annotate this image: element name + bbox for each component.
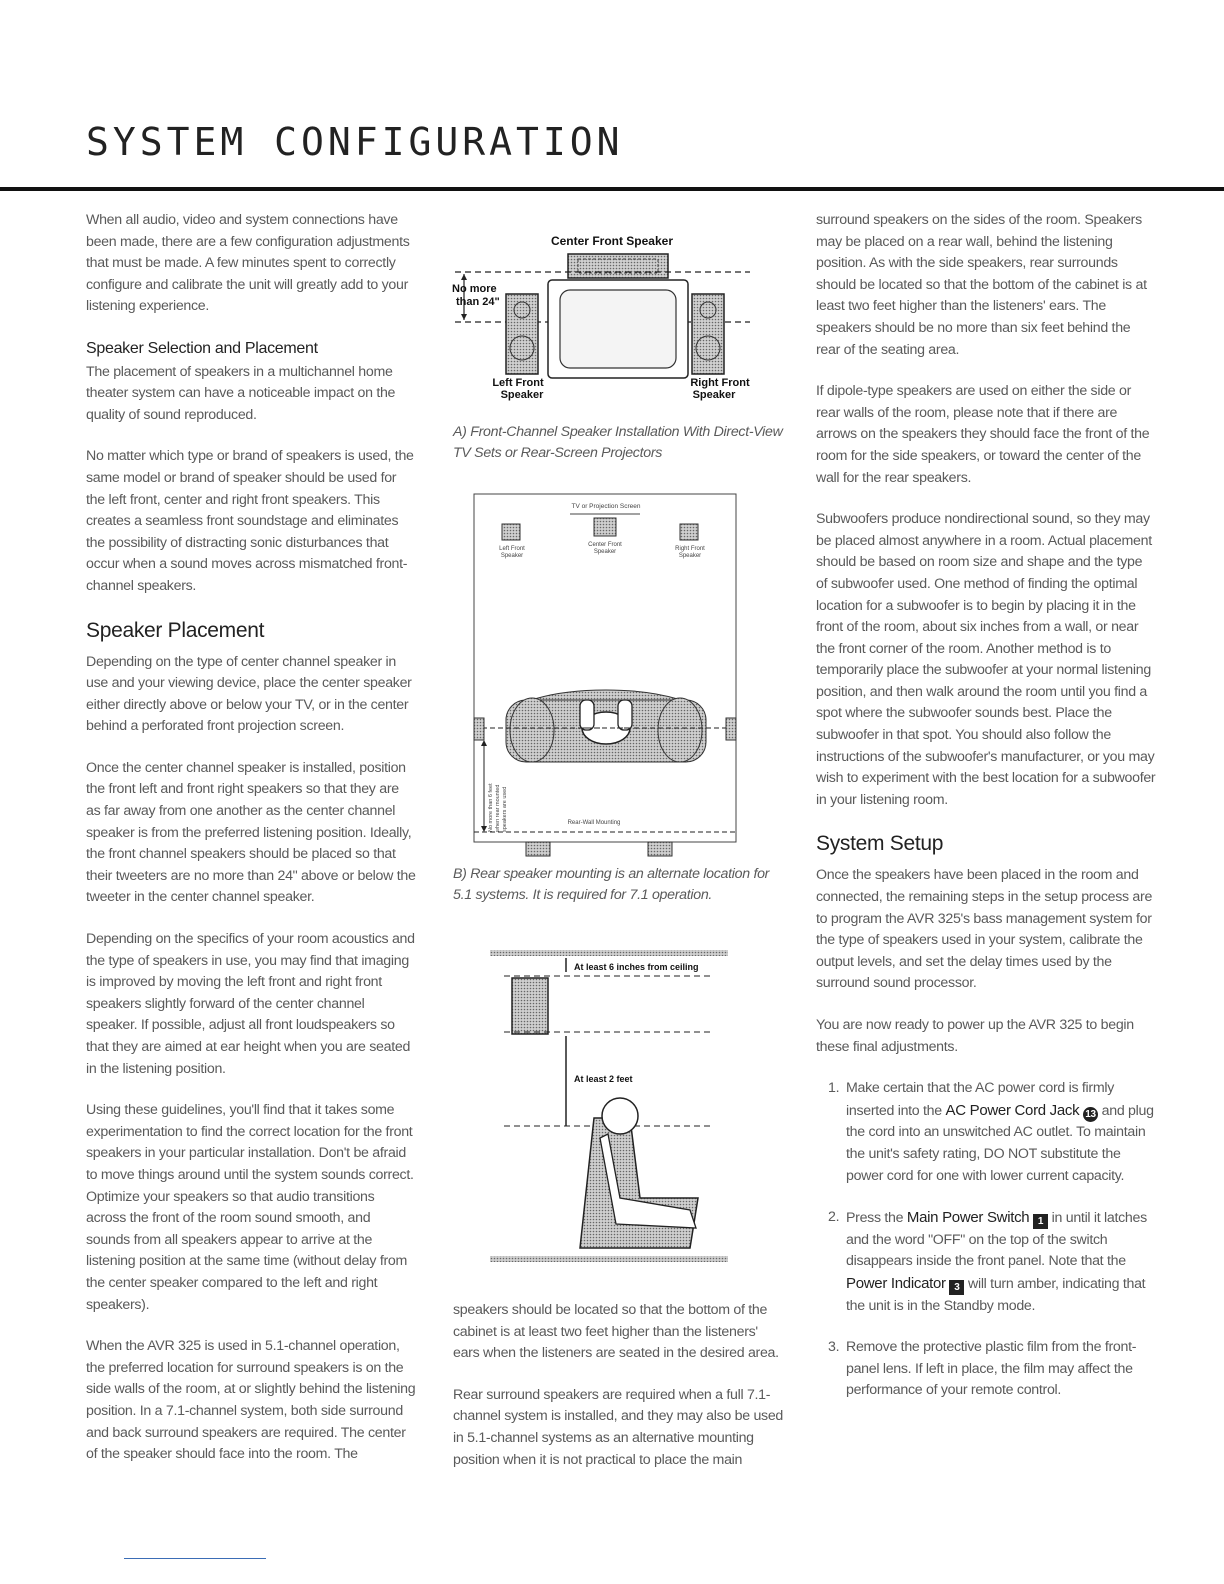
step-text: in until it latches and the word "OFF" on the top of the switch disappears inside the front panel. Note that the: [846, 1210, 1147, 1270]
column-middle: [453, 1300, 785, 1491]
right-speaker-label: Right Front: [690, 377, 750, 389]
step-number: 3.: [828, 1339, 840, 1356]
no-more-label: No more: [452, 283, 497, 295]
speaker-selection-heading: Speaker Selection and Placement: [86, 339, 318, 357]
column-right: [816, 210, 1156, 1422]
callout-badge: 13: [1083, 1107, 1098, 1122]
setup-steps: [816, 1078, 1156, 1402]
power-indicator-label: Power Indicator: [846, 1274, 946, 1292]
screen-label: TV or Projection Screen: [571, 503, 641, 510]
rf-label: Right Front: [675, 546, 705, 552]
paragraph: Depending on the type of center channel speaker in use and your viewing device, place the center speaker either directly above or below your TV, or in the center behind a perforated front projection screen.: [86, 653, 412, 735]
cf-label: Center Front: [588, 542, 622, 548]
diagram-speaker-height: [490, 948, 730, 1268]
right-speaker: [692, 294, 724, 374]
speaker-placement-heading: Speaker Placement: [86, 618, 265, 642]
right-surround-speaker: [726, 718, 736, 740]
right-speaker-label-2: Speaker: [692, 389, 736, 401]
lf-label: Left Front: [499, 546, 525, 552]
column-left: [86, 210, 416, 1486]
step-2: [816, 1207, 1156, 1317]
right-front-speaker: [680, 524, 698, 540]
system-setup-heading: System Setup: [816, 832, 944, 856]
footer-rule: [124, 1558, 266, 1559]
paragraph: surround speakers on the sides of the room. Speakers may be placed on a rear wall, behind the listening position. As with the side speakers, rear surrounds should be located so that the bottom of the cabinet is at least two feet higher than the listeners' ears. The speakers should be no more than six feet behind the rear of the seating area.: [816, 212, 1147, 358]
paragraph: When the AVR 325 is used in 5.1-channel operation, the preferred location for surround speakers is on the side walls of the room, at or slightly behind the listening position. In a 7.1-channel system, both side surround and back surround speakers are required. The center of the speaker should face into the room. The: [86, 1338, 416, 1463]
step-text: Remove the protective plastic film from the front-panel lens. If left in place, the film may affect the performance of your remote control.: [846, 1339, 1137, 1399]
no-more-label-2: than 24": [456, 296, 500, 308]
rear-wall-label: Rear-Wall Mounting: [567, 820, 621, 826]
diagram-b-caption: B) Rear speaker mounting is an alternate location for 5.1 systems. It is required for 7.1 operation.: [453, 866, 770, 903]
ac-power-jack-label: AC Power Cord Jack: [945, 1101, 1080, 1119]
left-speaker: [506, 294, 538, 374]
left-speaker-label: Left Front: [492, 377, 544, 389]
diagram-room-layout: [470, 490, 740, 862]
side-note-2: when rear mounted: [495, 784, 501, 832]
header-rule: [0, 187, 1224, 191]
side-note-3: speakers are used: [502, 786, 508, 832]
paragraph: speakers should be located so that the bottom of the cabinet is at least two feet higher than the listeners' ears when the listeners are seated in the desired area.: [453, 1302, 779, 1362]
center-speaker-label: Center Front Speaker: [550, 234, 674, 248]
paragraph: The placement of speakers in a multichannel home theater system can have a noticeable impact on the quality of sound reproduced.: [86, 363, 396, 423]
lf-label-2: Speaker: [500, 553, 524, 559]
left-speaker-label-2: Speaker: [500, 389, 544, 401]
step-1: [816, 1078, 1156, 1187]
paragraph: No matter which type or brand of speakers is used, the same model or brand of speaker should be used for the left front, center and right front speakers. This creates a seamless front soundstage and eliminates the possibility of distracting sonic disturbances that occur when a sound moves across mismatched front-channel speakers.: [86, 448, 414, 594]
rear-left-speaker: [526, 842, 550, 856]
intro-paragraph: When all audio, video and system connections have been made, there are a few configuration adjustments that must be made. A few minutes spent to correctly configure and calibrate the unit will greatly add to your listening experience.: [86, 212, 410, 315]
page-title: SYSTEM CONFIGURATION: [86, 120, 624, 164]
callout-badge: 3: [949, 1280, 964, 1295]
step-3: [816, 1337, 1156, 1402]
left-front-speaker: [502, 524, 520, 540]
step-number: 2.: [828, 1209, 840, 1226]
step-text: Press the: [846, 1210, 904, 1227]
step-number: 1.: [828, 1080, 840, 1097]
step-text: will turn amber, indicating that the unit is in the Standby mode.: [846, 1275, 1146, 1314]
diagram-front-speakers: [450, 228, 780, 418]
step-text: Make certain that the AC power cord is firmly inserted into the: [846, 1080, 1114, 1119]
seated-listener: [580, 1098, 698, 1248]
paragraph: If dipole-type speakers are used on either the side or rear walls of the room, please note that if there are arrows on the speakers they should face the front of the room for the side speakers, or toward the center of the wall for the rear speakers.: [816, 383, 1150, 486]
paragraph: Once the center channel speaker is installed, position the front left and front right speakers so that they are as far away from one another as the center channel speaker is from the preferred listening position. Ideally, the front channel speakers should be placed so that their tweeters are no more than 24" above or below the tweeter in the center channel speaker.: [86, 759, 416, 906]
diagram-a-caption: A) Front-Channel Speaker Installation With Direct-View TV Sets or Rear-Screen Projectors: [453, 424, 783, 461]
ceiling-label: At least 6 inches from ceiling: [574, 962, 699, 972]
paragraph: Once the speakers have been placed in the room and connected, the remaining steps in the setup process are to program the AVR 325's bass management system for the type of speakers used in your system, calibrate the output levels, and set the delay times used by the surround sound processor.: [816, 867, 1153, 992]
left-surround-speaker: [474, 718, 484, 740]
paragraph: Subwoofers produce nondirectional sound, so they may be placed almost anywhere in a room. Actual placement should be based on room size and shape and the type of subwoofer used. One method of finding the optimal location for a subwoofer is to begin by placing it in the front of the room, about six inches from a wall, or near the front corner of the room. Another method is to temporarily place the subwoofer at your normal listening position, and then walk around the room until you find a spot where the subwoofer sounds best. Place the subwoofer in that spot. You should also follow the instructions of the subwoofer's manufacturer, or you may wish to experiment with the best location for a subwoofer in your listening room.: [816, 511, 1156, 808]
paragraph: Using these guidelines, you'll find that it takes some experimentation to find the correct location for the front speakers in your particular installation. Don't be afraid to move things around until the system sounds correct. Optimize your speakers so that audio transitions across the front of the room sound smooth, and sounds from all speakers appear to arrive at the listening position at the same time (without delay from the center speaker compared to the left and right speakers).: [86, 1102, 414, 1313]
rf-label-2: Speaker: [678, 553, 702, 559]
rear-right-speaker: [648, 842, 672, 856]
paragraph: Depending on the specifics of your room acoustics and the type of speakers in use, you may find that imaging is improved by moving the left front and right front speakers slightly forward of the center channel speaker. If possible, adjust all front loudspeakers so that they are aimed at ear height when you are seated in the listening position.: [86, 931, 415, 1077]
paragraph: You are now ready to power up the AVR 325 to begin these final adjustments.: [816, 1017, 1134, 1055]
cf-label-2: Speaker: [593, 549, 617, 555]
main-power-switch-label: Main Power Switch: [906, 1209, 1030, 1227]
side-note-1: No more than 6 feet: [488, 783, 494, 832]
callout-badge: 1: [1033, 1214, 1048, 1229]
paragraph: Rear surround speakers are required when a full 7.1-channel system is installed, and they may also be used in 5.1-channel systems as an alternative mounting position when it is not practical to place the main: [453, 1386, 784, 1468]
center-speaker: [594, 518, 616, 536]
step-text: and plug the cord into an unswitched AC outlet. To maintain the unit's safety rating, DO NOT substitute the power cord for one with lower current capacity.: [846, 1102, 1154, 1184]
height-label: At least 2 feet: [574, 1074, 633, 1084]
wall-speaker: [512, 978, 548, 1034]
center-speaker: [568, 254, 668, 278]
